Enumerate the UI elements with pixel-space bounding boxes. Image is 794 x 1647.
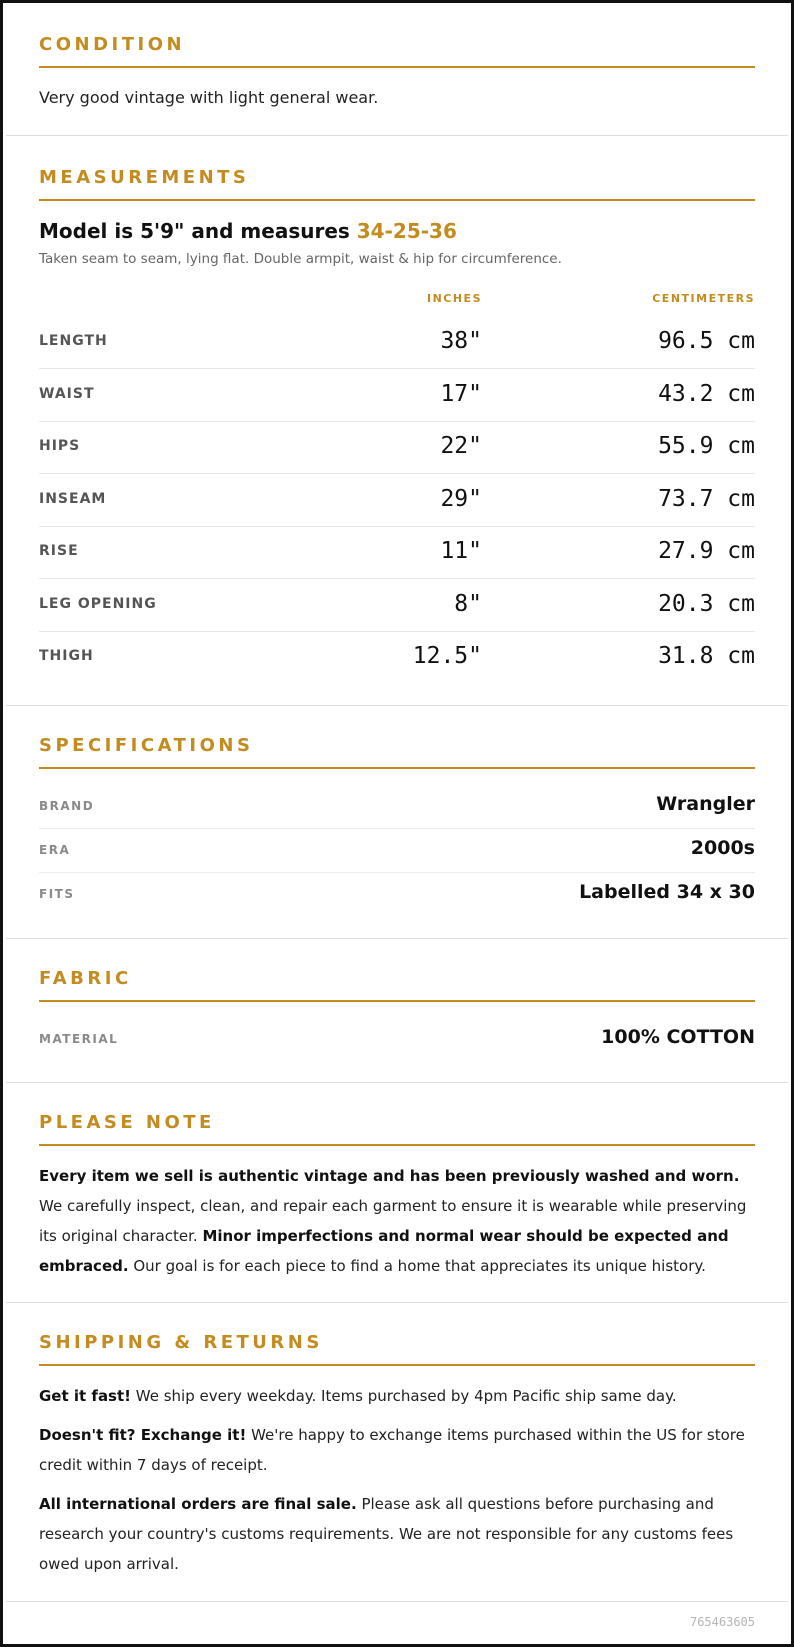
shipping-exchange-text: We're happy to exchange items purchased within the US for store credit within 7 days of receipt. <box>39 1426 745 1474</box>
measurement-centimeters: 43.2 cm <box>658 380 755 407</box>
spec-label: BRAND <box>39 799 95 813</box>
measurement-centimeters: 55.9 cm <box>658 433 755 459</box>
measurement-note: Taken seam to seam, lying flat. Double armpit, waist & hip for circumference. <box>39 251 562 267</box>
measurement-centimeters: 27.9 cm <box>658 538 755 564</box>
measurement-centimeters: 96.5 cm <box>658 328 755 354</box>
please-note-bold-2: Minor imperfections and normal wear should be expected and embraced. <box>39 1227 729 1275</box>
shipping-heading: SHIPPING & RETURNS <box>39 1332 755 1366</box>
measurement-label: RISE <box>39 543 79 559</box>
measurement-inches: 17" <box>440 380 482 407</box>
spec-value: 2000s <box>690 837 755 859</box>
measurement-label: LENGTH <box>39 333 108 349</box>
model-measurements-prefix: Model is 5'9" and measures <box>39 219 357 243</box>
model-measurements-values: 34-25-36 <box>356 219 457 243</box>
fabric-heading: FABRIC <box>39 968 755 1002</box>
please-note-bold-1: Every item we sell is authentic vintage and has been previously washed and worn. <box>39 1167 740 1185</box>
measurement-inches: 8" <box>454 590 482 617</box>
please-note-text-1: We carefully inspect, clean, and repair each garment to ensure it is wearable while preserving its original character. <box>39 1197 747 1245</box>
measurement-label: LEG OPENING <box>39 595 157 612</box>
measurement-label: INSEAM <box>39 490 107 507</box>
specifications-heading: SPECIFICATIONS <box>39 735 755 769</box>
spec-label: FITS <box>39 887 75 901</box>
spec-value: Wrangler <box>656 793 755 815</box>
measurement-label: HIPS <box>39 438 81 454</box>
measurement-inches: 11" <box>440 538 482 564</box>
product-id: 765463605 <box>689 1615 755 1629</box>
spec-value: Labelled 34 x 30 <box>579 881 755 903</box>
measurement-inches: 22" <box>440 433 482 459</box>
measurement-label: THIGH <box>39 648 94 664</box>
shipping-international-bold: All international orders are final sale. <box>39 1495 357 1513</box>
shipping-paragraph-international <box>39 1489 755 1579</box>
column-header-centimeters: CENTIMETERS <box>652 292 755 305</box>
shipping-section <box>6 1302 788 1602</box>
please-note-heading: PLEASE NOTE <box>39 1112 755 1146</box>
condition-text: Very good vintage with light general wear. <box>39 88 379 107</box>
measurement-inches: 29" <box>440 485 482 512</box>
shipping-fast-text: We ship every weekday. Items purchased by 4pm Pacific ship same day. <box>131 1387 677 1405</box>
column-header-inches: INCHES <box>426 292 482 305</box>
measurement-centimeters: 20.3 cm <box>658 590 755 617</box>
measurements-heading: MEASUREMENTS <box>39 167 755 201</box>
measurement-centimeters: 31.8 cm <box>658 643 755 669</box>
measurement-inches: 38" <box>440 328 482 354</box>
measurement-centimeters: 73.7 cm <box>658 485 755 512</box>
shipping-exchange-bold: Doesn't fit? Exchange it! <box>39 1426 247 1444</box>
fabric-value: 100% COTTON <box>601 1026 755 1048</box>
fabric-label: MATERIAL <box>39 1032 119 1046</box>
shipping-paragraph-exchange <box>39 1420 755 1480</box>
measurement-label: WAIST <box>39 385 95 402</box>
shipping-international-text: Please ask all questions before purchasing and research your country's customs requirements. We are not responsible for any customs fees owed upon arrival. <box>39 1495 734 1573</box>
shipping-paragraph-fast <box>39 1381 755 1411</box>
measurement-inches: 12.5" <box>412 643 482 669</box>
shipping-fast-bold: Get it fast! <box>39 1387 131 1405</box>
please-note-text-2: Our goal is for each piece to find a home that appreciates its unique history. <box>128 1257 706 1275</box>
spec-label: ERA <box>39 843 71 857</box>
condition-heading: CONDITION <box>39 34 755 68</box>
